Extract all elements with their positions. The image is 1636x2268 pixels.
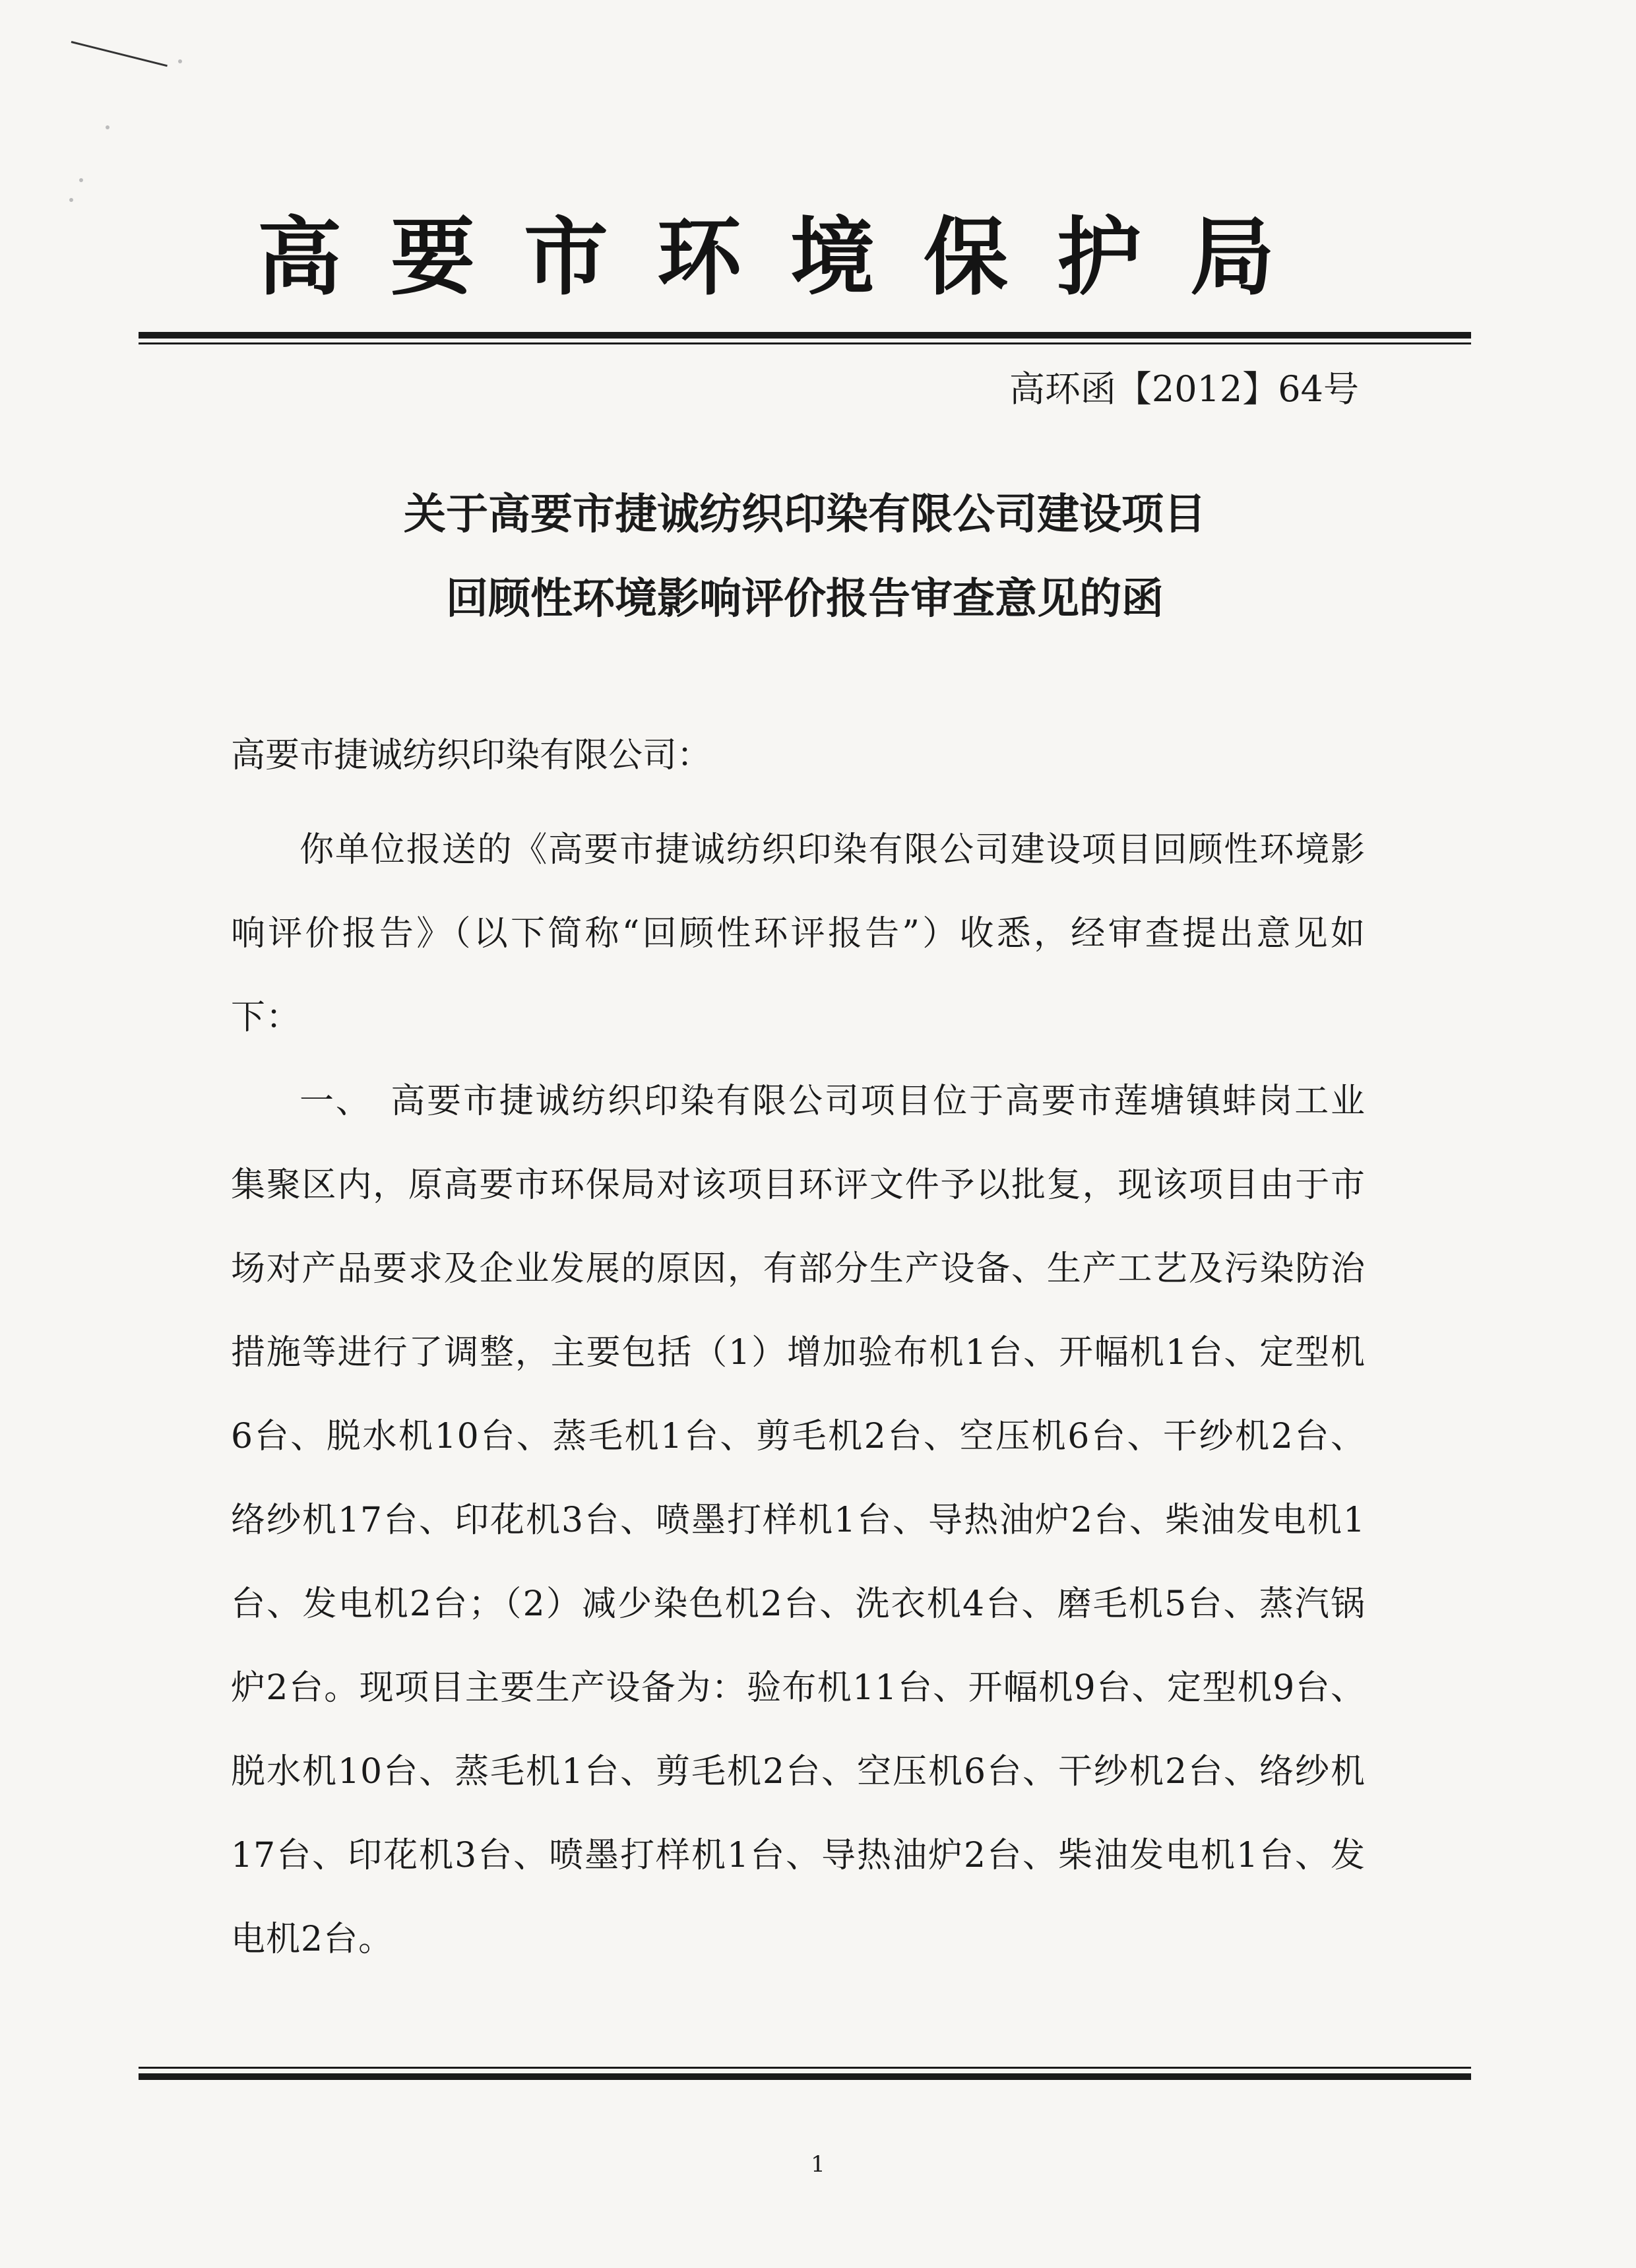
footer-rule-thin	[139, 2067, 1471, 2069]
agency-letterhead: 高要市环境保护局	[257, 208, 1324, 307]
scan-speck	[178, 59, 182, 63]
document-number: 高环函【2012】64号	[1009, 368, 1359, 410]
paragraph-intro: 你单位报送的《高要市捷诚纺织印染有限公司建设项目回顾性环境影响评价报告》（以下简称“回顾性环评报告”）收悉，经审查提出意见如下：	[231, 830, 1366, 1037]
scan-speck	[69, 198, 73, 202]
subject-line-1: 关于高要市捷诚纺织印染有限公司建设项目	[404, 490, 1206, 539]
header-rule-thick	[139, 332, 1471, 339]
scan-mark	[71, 41, 168, 67]
subject-line-2: 回顾性环境影响评价报告审查意见的函	[446, 574, 1164, 624]
addressee: 高要市捷诚纺织印染有限公司：	[231, 736, 712, 775]
header-rule-thin	[139, 342, 1471, 344]
paragraph-one: 一、 高要市捷诚纺织印染有限公司项目位于高要市莲塘镇蚌岗工业集聚区内，原高要市环保局对该项目环评文件予以批复，现该项目由于市场对产品要求及企业发展的原因，有部分生产设备、生产工艺及污染防治措施等进行了调整，主要包括（1）增加验布机1台、开幅机1台、定型机6台、脱水机10台、蒸毛机1台、剪毛机2台、空压机6台、干纱机2台、络纱机17台、印花机3台、喷墨打样机1台、导热油炉2台、柴油发电机1台、发电机2台；（2）减少染色机2台、洗衣机4台、磨毛机5台、蒸汽锅炉2台。现项目主要生产设备为：验布机11台、开幅机9台、定型机9台、脱水机10台、蒸毛机1台、剪毛机2台、空压机6台、干纱机2台、络纱机17台、印花机3台、喷墨打样机1台、导热油炉2台、柴油发电机1台、发电机2台。	[231, 1082, 1366, 1959]
scan-speck	[106, 125, 110, 129]
page-number: 1	[811, 2151, 825, 2178]
scan-speck	[79, 178, 83, 182]
footer-rule-thick	[139, 2073, 1471, 2080]
